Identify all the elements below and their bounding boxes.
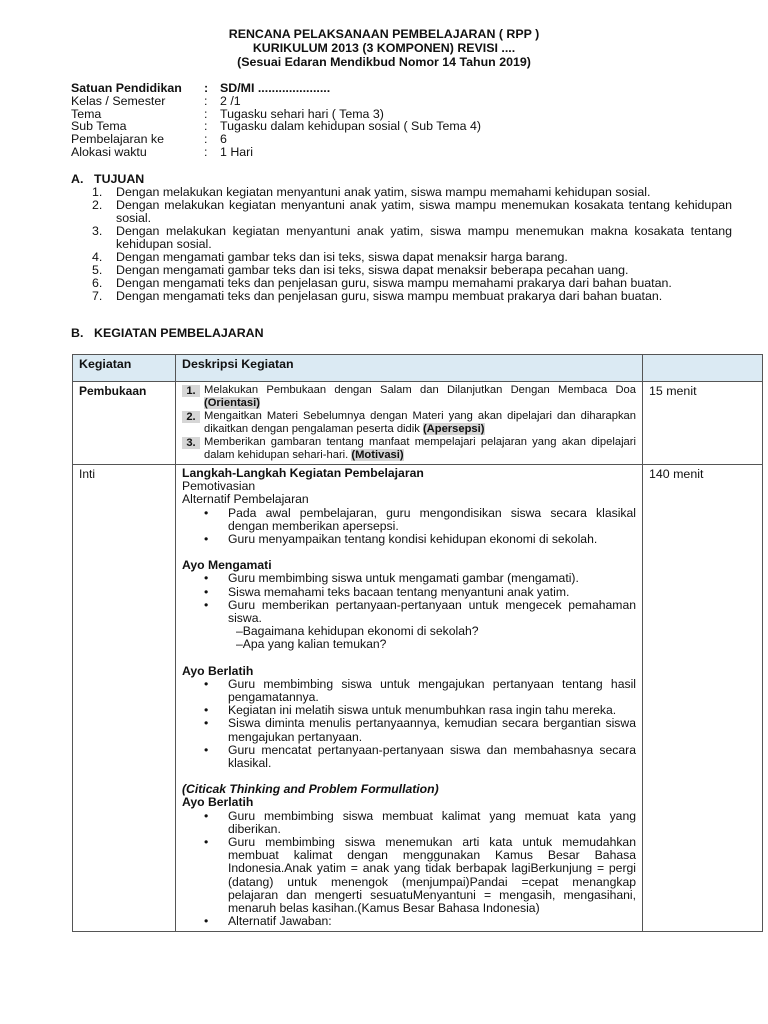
inti-heading: Langkah-Langkah Kegiatan Pembelajaran [182, 466, 424, 480]
column-header-deskripsi: Deskripsi Kegiatan [176, 355, 643, 382]
inti-time: 140 menit [643, 465, 763, 932]
list-item: • Guru membimbing siswa menemukan arti kata untuk memudahkan membuat kalimat dengan menggunakan Kamus Besar Bahasa Indonesia.Anak yatim = anak yang tidak berbapak lagiBerkunjung = pergi (datang) untuk menengok (menjumpai)Pandai =cepat menangkap pelajaran dan mengerti sesuatuMenyantuni = mengasih, mengasihani, menaruh belas kasihan.(Kamus Besar Bahasa Indonesia) [228, 836, 636, 915]
ayo-berlatih-title-2: Ayo Berlatih [182, 795, 254, 810]
inti-motivation-line: Pemotivasian [182, 479, 256, 494]
goal-item: 7. Dengan mengamati teks dan penjelasan guru, siswa mampu membuat prakarya dari bahan buatan. [92, 289, 663, 303]
goal-item: 6. Dengan mengamati teks dan penjelasan guru, siswa mampu memahami prakarya dari bahan buatan. [92, 276, 672, 290]
list-item: • Pada awal pembelajaran, guru mengondisikan siswa secara klasikal dengan memberikan apersepsi. [228, 507, 636, 533]
list-item: • Guru membimbing siswa untuk mengajukan pertanyaan tentang hasil pengamatannya. [228, 678, 636, 704]
identity-block [71, 82, 481, 159]
goal-item: 5. Dengan mengamati gambar teks dan isi teks, siswa dapat menaksir beberapa pecahan uang. [92, 263, 629, 277]
section-b-title: B. KEGIATAN PEMBELAJARAN [71, 326, 264, 340]
ayo-mengamati-title: Ayo Mengamati [182, 558, 272, 573]
document-header [0, 27, 768, 69]
section-a-title: A. TUJUAN [71, 172, 145, 186]
column-header-kegiatan: Kegiatan [73, 355, 176, 382]
ayo-mengamati-bullets [182, 572, 636, 625]
list-item: • Guru menyampaikan tentang kondisi kehidupan ekonomi di sekolah. [228, 533, 636, 546]
critical-thinking-label: (Citicak Thinking and Problem Formullation) [182, 782, 439, 797]
activity-label-inti: Inti [73, 465, 176, 932]
goal-item: 2. Dengan melakukan kegiatan menyantuni anak yatim, siswa mampu menemukan kosakata tentang kehidupan sosial. [92, 198, 732, 225]
goals-list [92, 186, 732, 303]
list-item: • Siswa diminta menulis pertanyaannya, kemudian secara bergantian siswa mengajukan pertanyaan. [228, 717, 636, 743]
inti-alternative-line: Alternatif Pembelajaran [182, 492, 309, 507]
activity-label-pembukaan: Pembukaan [73, 382, 176, 465]
identity-row-pembelajaran: Pembelajaran ke : 6 [71, 132, 227, 147]
identity-row-kelas: Kelas / Semester : 2 /1 [71, 93, 241, 108]
column-header-waktu [643, 355, 763, 382]
list-item: • Guru membimbing siswa membuat kalimat yang memuat kata yang diberikan. [228, 810, 636, 836]
list-item: • Kegiatan ini melatih siswa untuk menumbuhkan rasa ingin tahu mereka. [228, 704, 636, 717]
ayo-berlatih-title: Ayo Berlatih [182, 663, 254, 678]
table-header-row [73, 355, 763, 382]
inti-description [176, 465, 643, 932]
pembukaan-description [176, 382, 643, 465]
list-item: • Alternatif Jawaban: [228, 915, 636, 928]
question-line: –Apa yang kalian temukan? [236, 637, 387, 652]
identity-row-alokasi: Alokasi waktu : 1 Hari [71, 144, 254, 159]
goal-item: 3. Dengan melakukan kegiatan menyantuni anak yatim, siswa mampu menemukan makna kosakata tentang kehidupan sosial. [92, 224, 732, 251]
header-reference: (Sesuai Edaran Mendikbud Nomor 14 Tahun 2019) [237, 55, 531, 69]
table-row-inti [73, 465, 763, 932]
intro-bullets [182, 507, 636, 547]
header-title: RENCANA PELAKSANAAN PEMBELAJARAN ( RPP ) [228, 27, 540, 41]
header-curriculum: KURIKULUM 2013 (3 KOMPONEN) REVISI .... [252, 41, 516, 55]
list-item: • Guru mencatat pertanyaan-pertanyaan siswa dan membahasnya secara klasikal. [228, 744, 636, 770]
ayo-berlatih-bullets-2 [182, 810, 636, 929]
question-line: –Bagaimana kehidupan ekonomi di sekolah? [236, 624, 479, 639]
list-item: • Guru membimbing siswa untuk mengamati gambar (mengamati). [228, 572, 636, 585]
pembukaan-item: 2. Mengaitkan Materi Sebelumnya dengan Materi yang akan dipelajari dan diharapkan dikaitkan dengan pengalaman peserta didik (Apersepsi) [182, 410, 636, 435]
identity-row-satuan: Satuan Pendidikan : SD/MI ..................... [71, 81, 331, 95]
goal-item: 4. Dengan mengamati gambar teks dan isi teks, siswa dapat menaksir harga barang. [92, 250, 568, 264]
list-item: • Guru memberikan pertanyaan-pertanyaan untuk mengecek pemahaman siswa. [228, 599, 636, 625]
activity-table [72, 354, 763, 932]
identity-row-tema: Tema : Tugasku sehari hari ( Tema 3) [71, 106, 384, 121]
goal-item: 1. Dengan melakukan kegiatan menyantuni anak yatim, siswa mampu memahami kehidupan sosial. [92, 185, 651, 199]
pembukaan-time: 15 menit [643, 382, 763, 465]
identity-row-subtema: Sub Tema : Tugasku dalam kehidupan sosial ( Sub Tema 4) [71, 119, 482, 134]
table-row-pembukaan [73, 382, 763, 465]
pembukaan-item: 3. Memberikan gambaran tentang manfaat mempelajari pelajaran yang akan dipelajari dalam kehidupan sehari-hari. (Motivasi) [182, 436, 636, 461]
pembukaan-item: 1. Melakukan Pembukaan dengan Salam dan Dilanjutkan Dengan Membaca Doa (Orientasi) [182, 384, 636, 409]
list-item: • Siswa memahami teks bacaan tentang menyantuni anak yatim. [228, 586, 636, 599]
ayo-berlatih-bullets [182, 678, 636, 770]
